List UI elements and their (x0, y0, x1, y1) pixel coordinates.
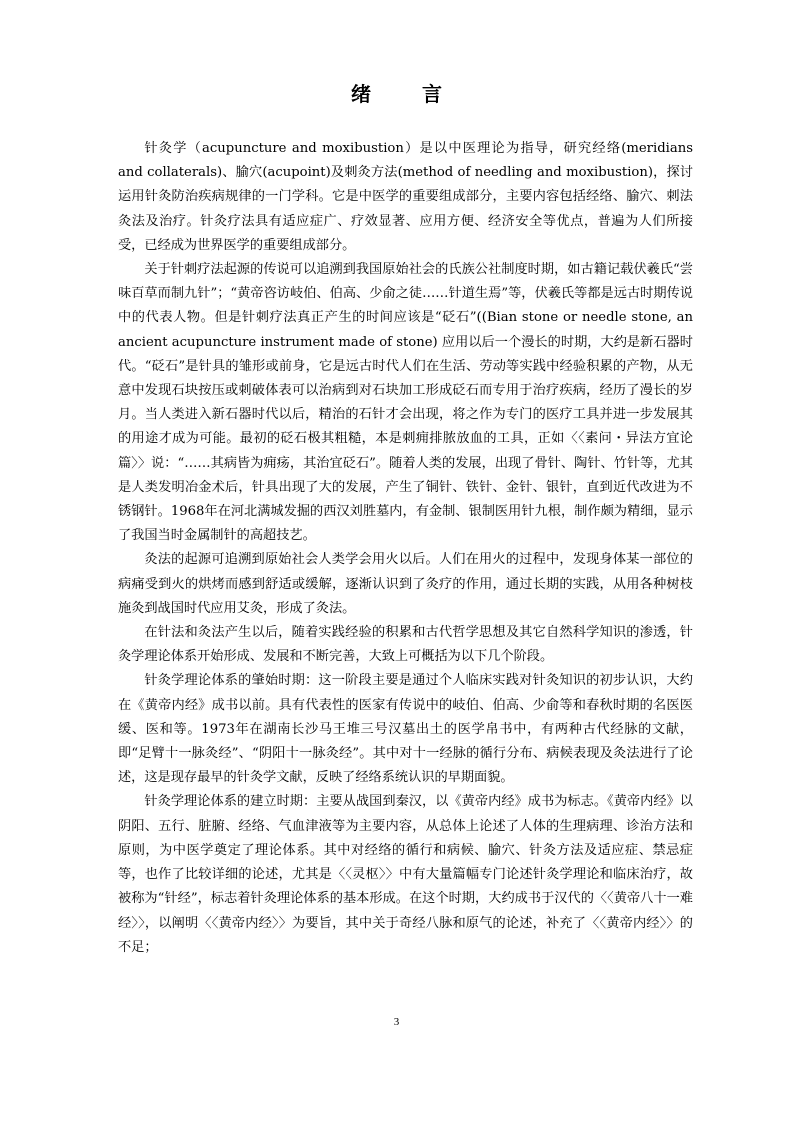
paragraph: 针灸学理论体系的建立时期：主要从战国到秦汉，以《黄帝内经》成书为标志。《黄帝内经》以阴阳、五行、脏腑、经络、气血津液等为主要内容，从总体上论述了人体的生理病理、诊治方法和原则，为中医学奠定了理论体系。其中对经络的循行和病候、腧穴、针灸方法及适应症、禁忌症等，也作了比较详细的论述，尤其是〈〈灵枢〉〉中有大量篇幅专门论述针灸学理论和临床治疗，故被称为“针经”，标志着针灸理论体系的基本形成。在这个时期，大约成书于汉代的〈〈黄帝八十一难经〉〉，以阐明〈〈黄帝内经〉〉为要旨，其中关于奇经八脉和原气的论述，补充了〈〈黄帝内经〉〉的不足； (118, 794, 693, 955)
paragraph: 关于针刺疗法起源的传说可以追溯到我国原始社会的氏族公社制度时期，如古籍记载伏羲氏“尝味百草而制九针”；“黄帝咨访岐伯、伯高、少俞之徒……针道生焉”等，伏羲氏等都是远古时期传说中的代表人物。但是针刺疗法真正产生的时间应该是“砭石”((Bian stone or needle stone, an ancient acupuncture instrument made of stone) 应用以后一个漫长的时期，大约是新石器时代。“砭石”是针具的雏形或前身，它是远古时代人们在生活、劳动等实践中经验积累的产物，从无意中发现石块按压或刺破体表可以治病到对石块加工形成砭石而专用于治疗疾病，经历了漫长的岁月。当人类进入新石器时代以后，精治的石针才会出现，将之作为专门的医疗工具并进一步发展其的用途才成为可能。最初的砭石极其粗糙，本是刺痈排脓放血的工具，正如〈〈素问・异法方宜论篇〉〉说：“……其病皆为痈疡，其治宜砭石”。随着人类的发展，出现了骨针、陶针、竹针等，尤其是人类发明冶金术后，针具出现了大的发展，产生了铜针、铁针、金针、银针，直到近代改进为不锈钢针。1968年在河北满城发掘的西汉刘胜墓内，有金制、银制医用针九根，制作颇为精细，显示了我国当时金属制针的高超技艺。 (118, 262, 693, 544)
page-number: 3 (393, 1016, 400, 1028)
paragraph: 针灸学理论体系的肇始时期：这一阶段主要是通过个人临床实践对针灸知识的初步认识，大约在《黄帝内经》成书以前。具有代表性的医家有传说中的岐伯、伯高、少俞等和春秋时期的名医医缓、医和等。1973年在湖南长沙马王堆三号汉墓出土的医学帛书中，有两种古代经脉的文献，即“足臂十一脉灸经”、“阴阳十一脉灸经”。其中对十一经脉的循行分布、病候表现及灸法进行了论述，这是现存最早的针灸学文献，反映了经络系统认识的早期面貌。 (118, 673, 693, 786)
page-title: 绪 言 (351, 82, 464, 106)
paragraph: 在针法和灸法产生以后，随着实践经验的积累和古代哲学思想及其它自然科学知识的渗透，针灸学理论体系开始形成、发展和不断完善，大致上可概括为以下几个阶段。 (118, 625, 693, 665)
body-text (118, 137, 693, 960)
paragraph: 灸法的起源可追溯到原始社会人类学会用火以后。人们在用火的过程中，发现身体某一部位的病痛受到火的烘烤而感到舒适或缓解，逐渐认识到了灸疗的作用，通过长期的实践，从用各种树枝施灸到战国时代应用艾灸，形成了灸法。 (118, 552, 693, 616)
paragraph: 针灸学（acupuncture and moxibustion）是以中医理论为指导，研究经络(meridians and collaterals)、腧穴(acupoint)及刺灸方法(method of needling and moxibustion)，探讨运用针灸防治疾病规律的一门学科。它是中医学的重要组成部分，主要内容包括经络、腧穴、刺法灸法及治疗。针灸疗法具有适应症广、疗效显著、应用方便、经济安全等优点，普遍为人们所接受，已经成为世界医学的重要组成部分。 (118, 141, 693, 253)
